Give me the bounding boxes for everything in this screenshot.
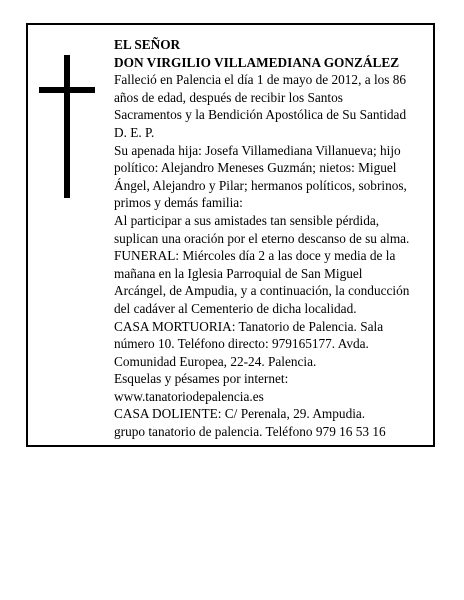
cross-horizontal-bar	[39, 87, 95, 93]
text-line: D. E. P.	[114, 124, 155, 140]
deceased-name: DON VIRGILIO VILLAMEDIANA GONZÁLEZ	[114, 54, 400, 70]
text-line: Ángel, Alejandro y Pilar; hermanos políticos, sobrinos,	[114, 177, 407, 193]
text-line: del cadáver al Cementerio de dicha localidad.	[114, 300, 357, 316]
obituary-text	[114, 36, 436, 441]
text-line: político: Alejandro Meneses Guzmán; nietos: Miguel	[114, 160, 397, 176]
text-line: años de edad, después de recibir los Santos	[114, 89, 343, 105]
text-line: número 10. Teléfono directo: 979165177. Avda.	[114, 336, 369, 352]
text-line: FUNERAL: Miércoles día 2 a las doce y media de la	[114, 248, 396, 264]
latin-cross-icon	[39, 55, 95, 198]
obituary-heading: EL SEÑOR	[114, 37, 181, 52]
text-line: CASA DOLIENTE: C/ Perenala, 29. Ampudia.	[114, 406, 366, 422]
text-line: Su apenada hija: Josefa Villamediana Villanueva; hijo	[114, 142, 401, 158]
text-line: Falleció en Palencia el día 1 de mayo de 2012, a los 86	[114, 72, 407, 88]
text-line: suplican una oración por el eterno descanso de su alma.	[114, 230, 410, 246]
text-line: Al participar a sus amistades tan sensible pérdida,	[114, 212, 380, 228]
text-line: grupo tanatorio de palencia. Teléfono 979 16 53 16	[114, 424, 386, 440]
cross-vertical-bar	[64, 55, 70, 198]
text-line: Sacramentos y la Bendición Apostólica de Su Santidad	[114, 107, 407, 123]
website-link[interactable]: www.tanatoriodepalencia.es	[114, 388, 264, 404]
text-line: Comunidad Europea, 22-24. Palencia.	[114, 353, 317, 369]
text-line: primos y demás familia:	[114, 195, 243, 211]
text-line: Arcángel, de Ampudia, y a continuación, la conducción	[114, 283, 410, 299]
text-line: Esquelas y pésames por internet:	[114, 371, 289, 387]
text-line: mañana en la Iglesia Parroquial de San Miguel	[114, 265, 363, 281]
text-line: CASA MORTUORIA: Tanatorio de Palencia. Sala	[114, 318, 384, 334]
